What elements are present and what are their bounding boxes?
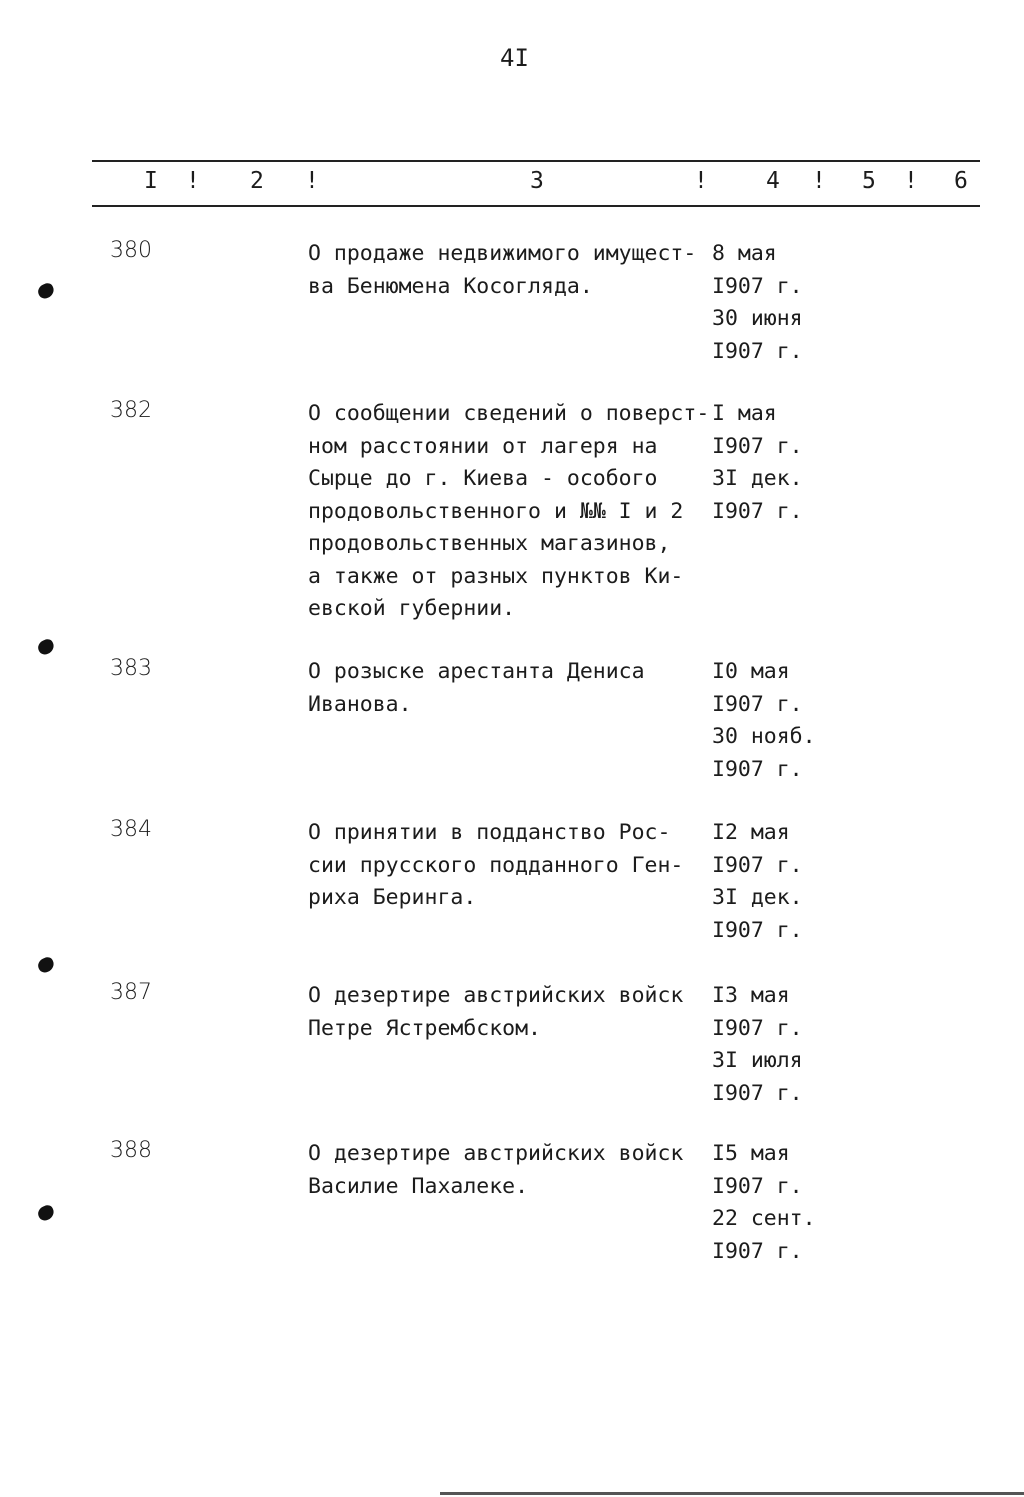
date-line: I907 г. (712, 1015, 803, 1041)
date-line: I907 г. (712, 338, 803, 364)
date-line: I907 г. (712, 691, 803, 717)
column-separator: ! (812, 168, 826, 194)
entry-number: 383 (110, 656, 152, 681)
entry-description (308, 1138, 708, 1203)
description-line: О розыске арестанта Дениса (308, 659, 645, 684)
description-line: сии прусского подданного Ген- (308, 852, 684, 878)
entry-row (0, 238, 1024, 368)
entry-number: 380 (110, 238, 152, 263)
entry-number: 382 (110, 398, 152, 423)
entry-row (0, 656, 1024, 786)
description-line: Иванова. (308, 691, 412, 717)
page-bottom-edge (440, 1492, 1024, 1495)
entry-description (308, 238, 708, 303)
entry-dates (712, 817, 803, 947)
date-line: I907 г. (712, 273, 803, 299)
date-line: I3 мая (712, 983, 790, 1008)
header-rule-top (92, 160, 980, 162)
column-separator: ! (904, 168, 918, 194)
column-header-5: 5 (862, 168, 876, 194)
column-separator: ! (305, 168, 319, 194)
entry-number: 387 (110, 980, 152, 1005)
date-line: I2 мая (712, 820, 790, 845)
description-line: Петре Ястрембском. (308, 1015, 541, 1041)
header-rule-bottom (92, 205, 980, 207)
date-line: I907 г. (712, 1238, 803, 1264)
description-line: риха Беринга. (308, 885, 477, 910)
page-number: 4I (500, 44, 529, 72)
column-header-2: 2 (250, 168, 264, 194)
description-line: ном расстоянии от лагеря на (308, 433, 658, 459)
date-line: I5 мая (712, 1141, 790, 1166)
description-line: О дезертире австрийских войск (308, 1141, 684, 1166)
entry-dates (712, 1138, 816, 1268)
column-header-1: I (144, 168, 158, 194)
description-line: О продаже недвижимого имущест- (308, 241, 697, 266)
entry-dates (712, 980, 803, 1110)
description-line: продовольственных магазинов, (308, 531, 671, 556)
date-line: 3I июля (712, 1048, 803, 1073)
date-line: 8 мая (712, 241, 777, 266)
description-line: О принятии в подданство Рос- (308, 820, 671, 845)
date-line: 22 сент. (712, 1206, 816, 1231)
entry-description (308, 398, 708, 626)
date-line: I907 г. (712, 756, 803, 782)
punch-hole-mark (36, 637, 56, 656)
description-line: а также от разных пунктов Ки- (308, 563, 684, 589)
date-line: I мая (712, 401, 777, 426)
date-line: I907 г. (712, 917, 803, 943)
description-line: Василие Пахалеке. (308, 1173, 529, 1199)
description-line: Сырце до г. Киева - особого (308, 466, 658, 491)
column-separator: ! (694, 168, 708, 194)
description-line: евской губернии. (308, 596, 516, 621)
entry-row (0, 398, 1024, 621)
date-line: 3I дек. (712, 466, 803, 491)
column-header-4: 4 (766, 168, 780, 194)
entry-row (0, 1138, 1024, 1268)
date-line: 3I дек. (712, 885, 803, 910)
date-line: 30 нояб. (712, 724, 816, 749)
entry-dates (712, 398, 803, 528)
date-line: I907 г. (712, 1173, 803, 1199)
date-line: I0 мая (712, 659, 790, 684)
entry-number: 388 (110, 1138, 152, 1163)
entry-number: 384 (110, 817, 152, 842)
date-line: I907 г. (712, 852, 803, 878)
entry-dates (712, 656, 816, 786)
entry-dates (712, 238, 803, 368)
entry-description (308, 656, 708, 721)
description-line: О дезертире австрийских войск (308, 983, 684, 1008)
entry-description (308, 980, 708, 1045)
column-header-6: 6 (954, 168, 968, 194)
punch-hole-mark (36, 955, 56, 974)
column-header-3: 3 (530, 168, 544, 194)
date-line: I907 г. (712, 1080, 803, 1106)
entry-row (0, 980, 1024, 1110)
description-line: продовольственного и №№ I и 2 (308, 498, 684, 524)
entry-description (308, 817, 708, 915)
description-line: О сообщении сведений о поверст- (308, 401, 710, 426)
entry-row (0, 817, 1024, 947)
description-line: ва Бенюмена Косогляда. (308, 273, 593, 299)
date-line: I907 г. (712, 433, 803, 459)
date-line: 30 июня (712, 306, 803, 331)
column-separator: ! (186, 168, 200, 194)
date-line: I907 г. (712, 498, 803, 524)
